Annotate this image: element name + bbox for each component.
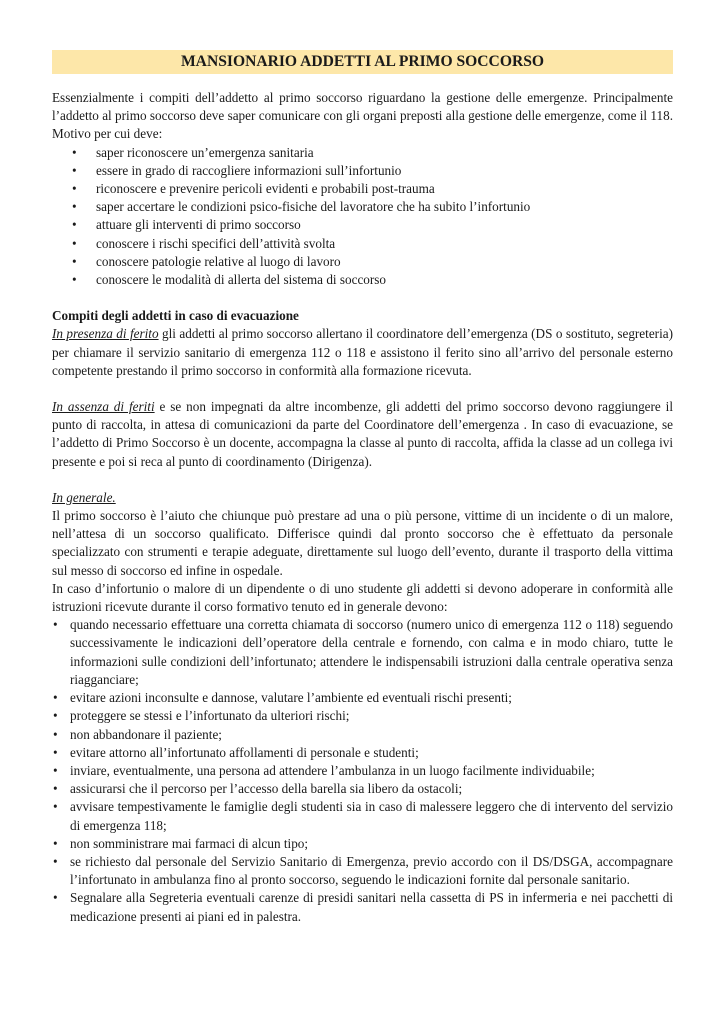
list-item: • assicurarsi che il percorso per l’accesso della barella sia libero da ostacoli; [52,780,673,798]
list-item: • essere in grado di raccogliere informazioni sull’infortunio [52,162,673,180]
list-item: • evitare azioni inconsulte e dannose, valutare l’ambiente ed eventuali rischi presenti; [52,689,673,707]
list-item: • non somministrare mai farmaci di alcun tipo; [52,835,673,853]
injured-text: gli addetti al primo soccorso allertano il coordinatore dell’emergenza (DS o sostituto, segreteria) per chiamare il servizio sanitario di emergenza 112 o 118 e assistono il ferito sino all’arrivo del personale esterno competente prestando il primo soccorso in conformità alla formazione ricevuta. [52,326,673,378]
list-item: • conoscere i rischi specifici dell’attività svolta [52,235,673,253]
list-item: • evitare attorno all’infortunato affollamenti di personale e studenti; [52,744,673,762]
list-item: • riconoscere e prevenire pericoli evidenti e probabili post-trauma [52,180,673,198]
general-label: In generale. [52,489,116,505]
general-heading [52,489,673,507]
list-item: • avvisare tempestivamente le famiglie degli studenti sia in caso di malessere leggero che di intervento del servizio di emergenza 118; [52,798,673,834]
list-item: • non abbandonare il paziente; [52,726,673,744]
injured-label: In presenza di ferito [52,326,159,342]
list-item: • conoscere le modalità di allerta del sistema di soccorso [52,271,673,289]
list-item: • inviare, eventualmente, una persona ad attendere l’ambulanza in un luogo facilmente individuabile; [52,762,673,780]
list-item: • saper riconoscere un’emergenza sanitaria [52,144,673,162]
general-paragraph-2: In caso d’infortunio o malore di un dipendente o di uno studente gli addetti si devono adoperare in conformità alle istruzioni ricevute durante il corso formativo tenuto ed in generale devono: [52,580,673,615]
duties-list [52,144,673,290]
general-paragraph-1: Il primo soccorso è l’aiuto che chiunque può prestare ad una o più persone, vittime di un incidente o di un malore, nell’attesa di un soccorso qualificato. Differisce quindi dal pronto soccorso che è effettuato da personale specializzato con strumenti e terapie adeguate, direttamente sul luogo dell’evento, durante il trasporto della vittima sul messo di soccorso ed infine in ospedale. [52,508,673,578]
document-page [52,50,673,926]
list-item: • quando necessario effettuare una corretta chiamata di soccorso (numero unico di emergenza 112 o 118) seguendo successivamente le indicazioni dell’operatore della centrale e fornendo, con calma e in modo chiaro, tutte le informazioni sulle condizioni dell’infortunato; attendere le indispensabili istruzioni dalla centrale operativa senza riagganciare; [52,616,673,689]
list-item: • attuare gli interventi di primo soccorso [52,216,673,234]
list-item: • Segnalare alla Segreteria eventuali carenze di presidi sanitari nella cassetta di PS in infermeria e nei pacchetti di medicazione presenti ai piani ed in palestra. [52,889,673,925]
intro-paragraph: Essenzialmente i compiti dell’addetto al primo soccorso riguardano la gestione delle emergenze. Principalmente l’addetto al primo soccorso deve saper comunicare con gli organi preposti alla gestione delle emergenze, come il 118. Motivo per cui deve: [52,90,673,142]
no-injured-text: e se non impegnati da altre incombenze, gli addetti del primo soccorso devono raggiungere il punto di raccolta, in attesa di comunicazioni da parte del Coordinatore dell’emergenza . In caso di evacuazione, se l’addetto di Primo Soccorso è un docente, accompagna la classe al punto di raccolta, affida la classe ad un collega ivi presente e poi si reca al punto di coordinamento (Dirigenza). [52,399,673,469]
list-item: • saper accertare le condizioni psico-fisiche del lavoratore che ha subito l’infortunio [52,198,673,216]
list-item: • conoscere patologie relative al luogo di lavoro [52,253,673,271]
general-duties-list [52,616,673,925]
evacuation-heading: Compiti degli addetti in caso di evacuazione [52,308,299,324]
no-injured-paragraph [52,398,673,471]
page-title: MANSIONARIO ADDETTI AL PRIMO SOCCORSO [52,50,673,74]
list-item: • proteggere se stessi e l’infortunato da ulteriori rischi; [52,707,673,725]
injured-paragraph [52,325,673,380]
list-item: • se richiesto dal personale del Servizio Sanitario di Emergenza, previo accordo con il DS/DSGA, accompagnare l’infortunato in ambulanza fino al pronto soccorso, seguendo le indicazioni fornite dal personale sanitario. [52,853,673,889]
no-injured-label: In assenza di feriti [52,399,155,415]
